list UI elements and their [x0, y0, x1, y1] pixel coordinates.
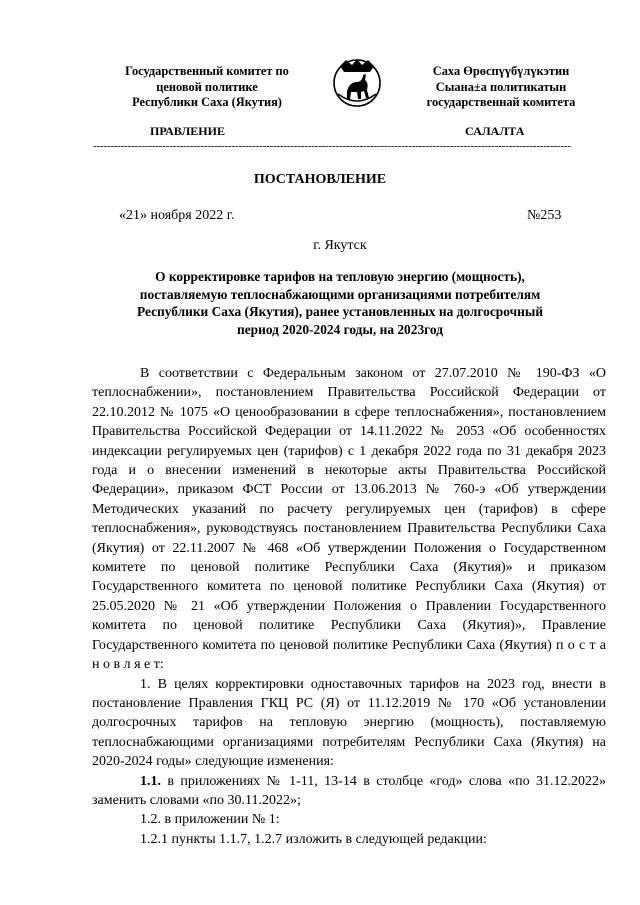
item-1-1-paragraph [92, 772, 606, 811]
subject-line: Республики Саха (Якутия), ранее установленных на долгосрочный [136, 304, 544, 320]
subject-line: период 2020-2024 годы, на 2023год [237, 321, 443, 337]
document-city: г. Якутск [313, 238, 367, 253]
header-left-line: Государственный комитет по [125, 64, 289, 78]
item-1-2-paragraph: 1.2. в приложении № 1: [140, 812, 280, 828]
preamble-paragraph [92, 364, 606, 675]
item-1-2-1-paragraph: 1.2.1 пункты 1.1.7, 1.2.7 изложить в следующей редакции: [140, 831, 487, 847]
subject-line: поставляемую теплоснабжающими организациями потребителям [139, 286, 541, 302]
header-left-line: ценовой политике [156, 79, 258, 94]
header-left-line: Республики Саха (Якутия) [132, 95, 282, 110]
item-1-1-number: 1.1. [140, 773, 161, 789]
header-left-subtitle: ПРАВЛЕНИЕ [150, 124, 225, 138]
subject-line: О корректировке тарифов на тепловую энергию (мощность), [155, 269, 525, 284]
document-body [92, 364, 606, 849]
item-1-1-text: в столбце «год» слова «по 31.12.2022» заменить словами «по 30.11.2022»; [92, 773, 606, 808]
header-left-org [98, 64, 316, 111]
document-number: №253 [527, 208, 562, 223]
resolves-text: п о с т а н о в л я е т: [92, 637, 607, 673]
document-title: ПОСТАНОВЛЕНИЕ [253, 172, 387, 187]
header-divider: ------------------------------------------------------------------------------------------------------------------------------------------ [93, 140, 571, 152]
header-right-subtitle: САЛАЛТА [465, 124, 525, 138]
document-subject [92, 268, 588, 338]
document-date: «21» ноября 2022 г. [119, 208, 235, 223]
header-right-org [392, 64, 610, 111]
header-right-line: Саха Өрөспүүбүлүкэтин [432, 64, 570, 78]
header-right-line: Сыана±а политикатын [435, 79, 567, 94]
item-1-paragraph: 1. В целях корректировки одноставочных тарифов на 2023 год, внести в постановление Правления ГКЦ РС (Я) от 11.12.2019 № 170 «Об установлении долгосрочных тарифов на тепловую энергию (мощность), поставляемую теплоснабжающими организациями потребителям Республики Саха (Якутия) на 2020-2024 годы» следующие изменения: [92, 676, 606, 770]
header-right-line: государственнай комитета [426, 95, 576, 110]
coat-of-arms-emblem [330, 56, 384, 108]
preamble-text: В соответствии с Федеральным законом от 27.07.2010 № 190-ФЗ «О теплоснабжении», постановлением Правительства Российской Федерации от 22.10.2012 № 1075 «О ценообразовании в сфере теплоснабжения», постановлением Правительства Российской Федерации от 14.11.2022 № 2053 «Об особенностях индексации регулируемых цен (тарифов) с 1 декабря 2022 года по 31 декабря 2023 года и о внесении изменений в некоторые акты Правительства Российской Федерации», приказом ФСТ России от 13.06.2013 № 760-э «Об утверждении Методических указаний по расчету регулируемых цен (тарифов) в сфере теплоснабжения», руководствуясь постановлением Правительства Республики Саха (Якутия) от 22.11.2007 № 468 «Об утверждении Положения о Государственном комитете по ценовой политике Республики Саха (Якутия)» и приказом Государственного комитета по ценовой политике Республики Саха (Якутия) от 25.05.2020 № 21 «Об утверждении Положения о Правлении Государственного комитета по ценовой политике Республики Саха (Якутия)», Правление Государственного комитета по ценовой политике Республики Саха (Якутия) [92, 366, 606, 653]
item-1-1-highlight: в приложениях № 1-11, 13-14 [167, 773, 357, 789]
